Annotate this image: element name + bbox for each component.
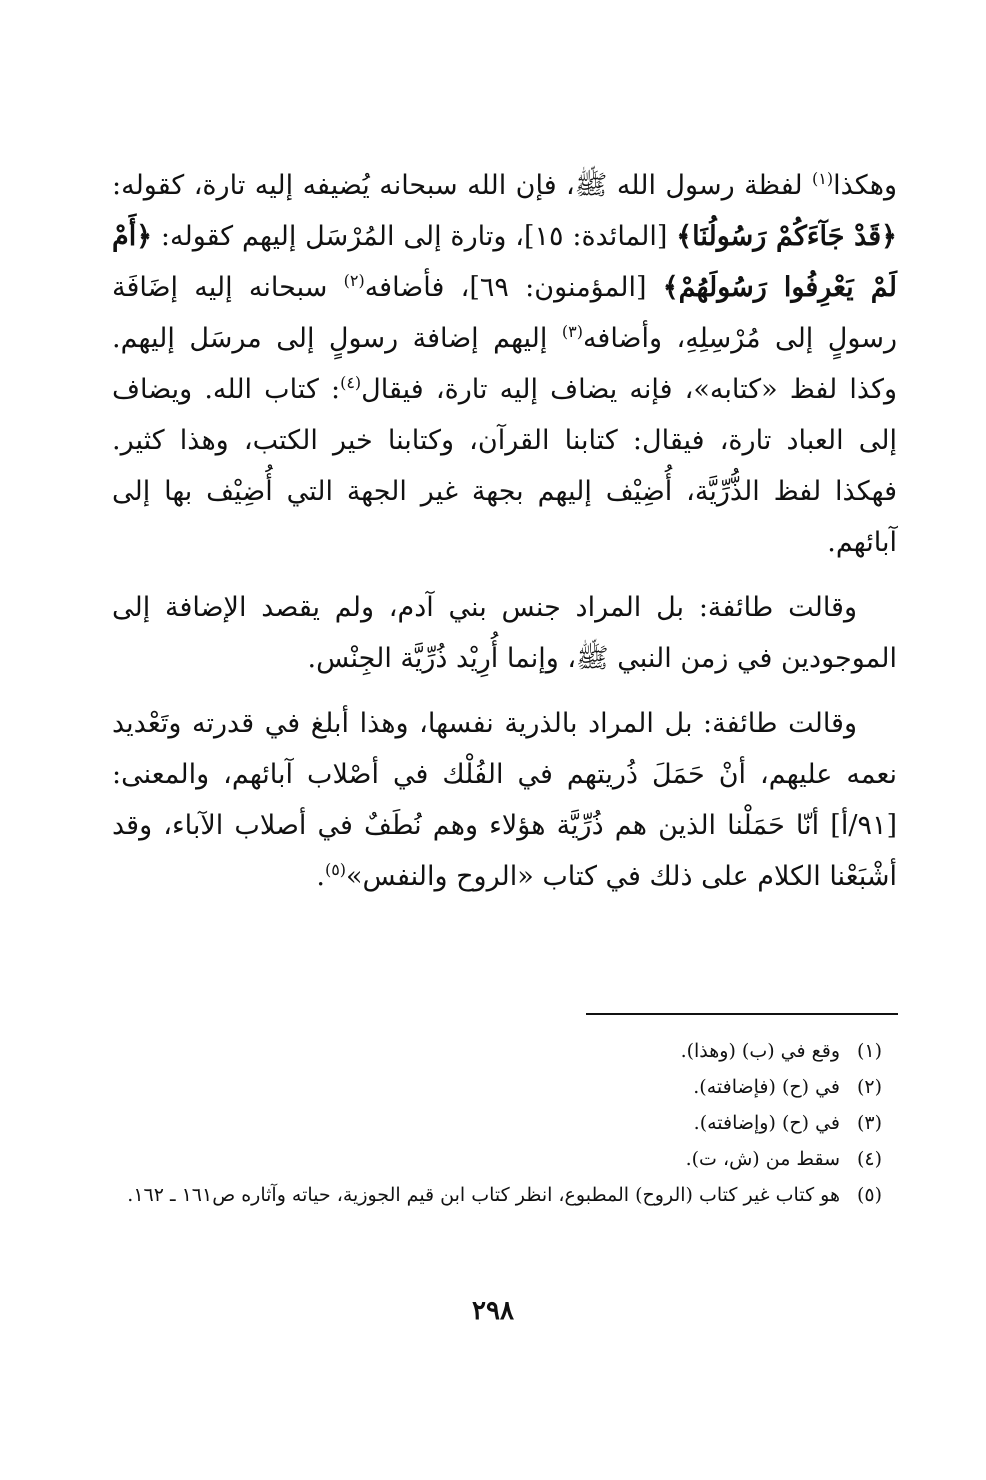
footnote-text: سقط من (ش، ت). [685,1148,840,1170]
footnote-number: (٥) [856,1184,882,1206]
footnote-ref-5: (٥) [324,860,347,879]
paragraph-2: وقالت طائفة: بل المراد جنس بني آدم، ولم يقصد الإضافة إلى الموجودين في زمن النبي ﷺ، وإنما أُرِيْد ذُرِّيَّة الجِنْس. [112,592,897,674]
text-run: سبحانه إليه إضَافَة رسولٍ إلى مُرْسِلِهِ، وأضافه [112,272,897,354]
footnote-number: (٢) [856,1076,882,1098]
footnote-separator [586,1013,898,1015]
paragraph-1 [112,160,897,568]
footnote-ref-2: (٢) [343,271,365,290]
page-number: ٢٩٨ [472,1296,514,1326]
footnote [112,1108,882,1139]
footnote [112,1072,882,1103]
footnote-text: وقع في (ب) (وهذا). [680,1040,840,1062]
footnote [112,1144,882,1175]
text-run: . [316,861,325,892]
text-run: [المؤمنون: ٦٩]، فأضافه [364,272,663,303]
main-text [112,160,897,916]
text-run: وهكذا [833,170,897,201]
text-run: [المائدة: ١٥]، وتارة إلى المُرْسَل إليهم كقوله: [152,221,677,252]
footnote-text: هو كتاب غير كتاب (الروح) المطبوع، انظر كتاب ابن قيم الجوزية، حياته وآثاره ص١٦١ ـ ١٦٢. [127,1184,840,1206]
paragraph-3 [112,698,897,902]
footnote-number: (١) [856,1040,882,1062]
footnote-ref-3: (٣) [561,322,583,341]
footnote [112,1180,882,1211]
footnote-text: في (ح) (فإضافته). [693,1076,840,1098]
text-run: إليهم إضافة رسولٍ إلى مرسَل إليهم. وكذا لفظ «كتابه»، فإنه يضاف إليه تارة، فيقال [112,323,897,405]
footnote-number: (٤) [856,1148,882,1170]
footnote-ref-4: (٤) [340,373,362,392]
footnote-ref-1: (١) [812,169,834,188]
footnote-text: في (ح) (وإضافته). [693,1112,840,1134]
footnote [112,1036,882,1067]
quran-verse: ﴿قَدْ جَآءَكُمْ رَسُولُنَا﴾ [676,221,898,252]
text-run: : كتاب الله. ويضاف إلى العباد تارة، فيقال: كتابنا القرآن، وكتابنا خير الكتب، وهذا كثير. فهكذا لفظ الذُّرِّيَّة، أُضِيْف إليهم بجهة غير الجهة التي أُضِيْف بها إلى آبائهم. [112,374,897,558]
quran-verse: ﴿أَمْ لَمْ يَعْرِفُوا رَسُولَهُمْ﴾ [112,221,897,303]
text-run: لفظة رسول الله ﷺ، فإن الله سبحانه يُضيفه إليه تارة، كقوله: [112,170,813,201]
footnotes [112,1036,882,1216]
text-run: وقالت طائفة: بل المراد بالذرية نفسها، وهذا أبلغ في قدرته وتَعْديد نعمه عليهم، أنْ حَمَلَ ذُريتهم في الفُلْك في أصْلاب آبائهم، والمعنى: [٩١/أ] أنّا حَمَلْنا الذين هم ذُرِّيَّة هؤلاء وهم نُطَفٌ في أصلاب الآباء، وقد أشْبَعْنا الكلام على ذلك في كتاب «الروح والنفس» [112,708,897,892]
footnote-number: (٣) [856,1112,882,1134]
